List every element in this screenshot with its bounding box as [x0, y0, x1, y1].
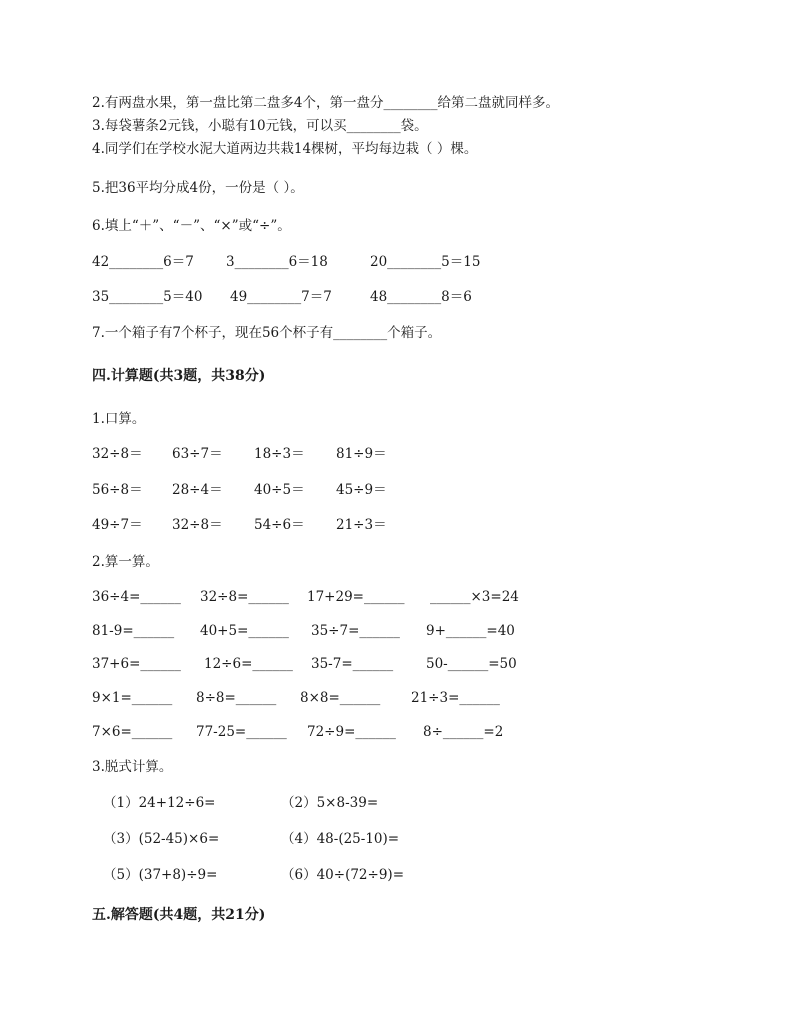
calc-item: 35-7=______	[311, 656, 394, 672]
step-calc-item: （6）40÷(72÷9)=	[281, 867, 405, 883]
step-calc-item: （3）(52-45)×6=	[103, 831, 220, 847]
question-2: 2.有两盘水果，第一盘比第二盘多4个，第一盘分________给第二盘就同样多。	[92, 95, 559, 111]
oral-calc-item: 18÷3＝	[254, 446, 305, 462]
fill-blank-expr: 48________8＝6	[370, 289, 472, 305]
calc-item: 17+29=______	[307, 589, 405, 605]
calc-item: 37+6=______	[92, 656, 181, 672]
question-6: 6.填上“＋”、“－”、“×”或“÷”。	[92, 218, 291, 234]
fill-blank-expr: 35________5＝40	[92, 289, 203, 305]
oral-calc-item: 40÷5＝	[254, 482, 305, 498]
section-heading-5: 五.解答题(共4题，共21分)	[92, 907, 266, 923]
step-calc-item: （5）(37+8)÷9=	[103, 867, 218, 883]
calc-item: 36÷4=______	[92, 589, 181, 605]
question-3: 3.每袋薯条2元钱，小聪有10元钱，可以买________袋。	[92, 118, 428, 134]
calc-item: 9+______=40	[426, 623, 515, 639]
calc-item: 50-______=50	[426, 656, 517, 672]
oral-calc-item: 63÷7＝	[172, 446, 223, 462]
section-heading-4: 四.计算题(共3题，共38分)	[92, 368, 266, 384]
calc-item: 9×1=______	[92, 690, 173, 706]
sub-question-1: 1.口算。	[92, 411, 146, 427]
oral-calc-item: 32÷8＝	[92, 446, 143, 462]
question-7: 7.一个箱子有7个杯子，现在56个杯子有________个箱子。	[92, 325, 442, 341]
calc-item: ______×3=24	[430, 589, 519, 605]
step-calc-item: （4）48-(25-10)=	[281, 831, 400, 847]
calc-item: 81-9=______	[92, 623, 175, 639]
fill-blank-expr: 49________7＝7	[230, 289, 332, 305]
fill-blank-expr: 42________6＝7	[92, 254, 194, 270]
calc-item: 21÷3=______	[411, 690, 500, 706]
calc-item: 12÷6=______	[204, 656, 293, 672]
oral-calc-item: 56÷8＝	[92, 482, 143, 498]
question-5: 5.把36平均分成4份，一份是（ ）。	[92, 180, 304, 196]
step-calc-item: （2）5×8-39=	[281, 795, 379, 811]
sub-question-2: 2.算一算。	[92, 554, 159, 570]
calc-item: 7×6=______	[92, 724, 173, 740]
sub-question-3: 3.脱式计算。	[92, 759, 173, 775]
fill-blank-expr: 20________5＝15	[370, 254, 481, 270]
calc-item: 8÷______=2	[423, 724, 504, 740]
oral-calc-item: 49÷7＝	[92, 517, 143, 533]
calc-item: 35÷7=______	[311, 623, 400, 639]
oral-calc-item: 21÷3＝	[336, 517, 387, 533]
oral-calc-item: 28÷4＝	[172, 482, 223, 498]
question-4: 4.同学们在学校水泥大道两边共栽14棵树，平均每边栽（ ）棵。	[92, 141, 478, 157]
calc-item: 40+5=______	[200, 623, 289, 639]
fill-blank-expr: 3________6＝18	[226, 254, 328, 270]
calc-item: 77-25=______	[196, 724, 287, 740]
oral-calc-item: 45÷9＝	[336, 482, 387, 498]
step-calc-item: （1）24+12÷6=	[103, 795, 216, 811]
calc-item: 8×8=______	[300, 690, 381, 706]
calc-item: 72÷9=______	[307, 724, 396, 740]
calc-item: 8÷8=______	[196, 690, 277, 706]
calc-item: 32÷8=______	[200, 589, 289, 605]
oral-calc-item: 81÷9＝	[336, 446, 387, 462]
oral-calc-item: 54÷6＝	[254, 517, 305, 533]
oral-calc-item: 32÷8＝	[172, 517, 223, 533]
